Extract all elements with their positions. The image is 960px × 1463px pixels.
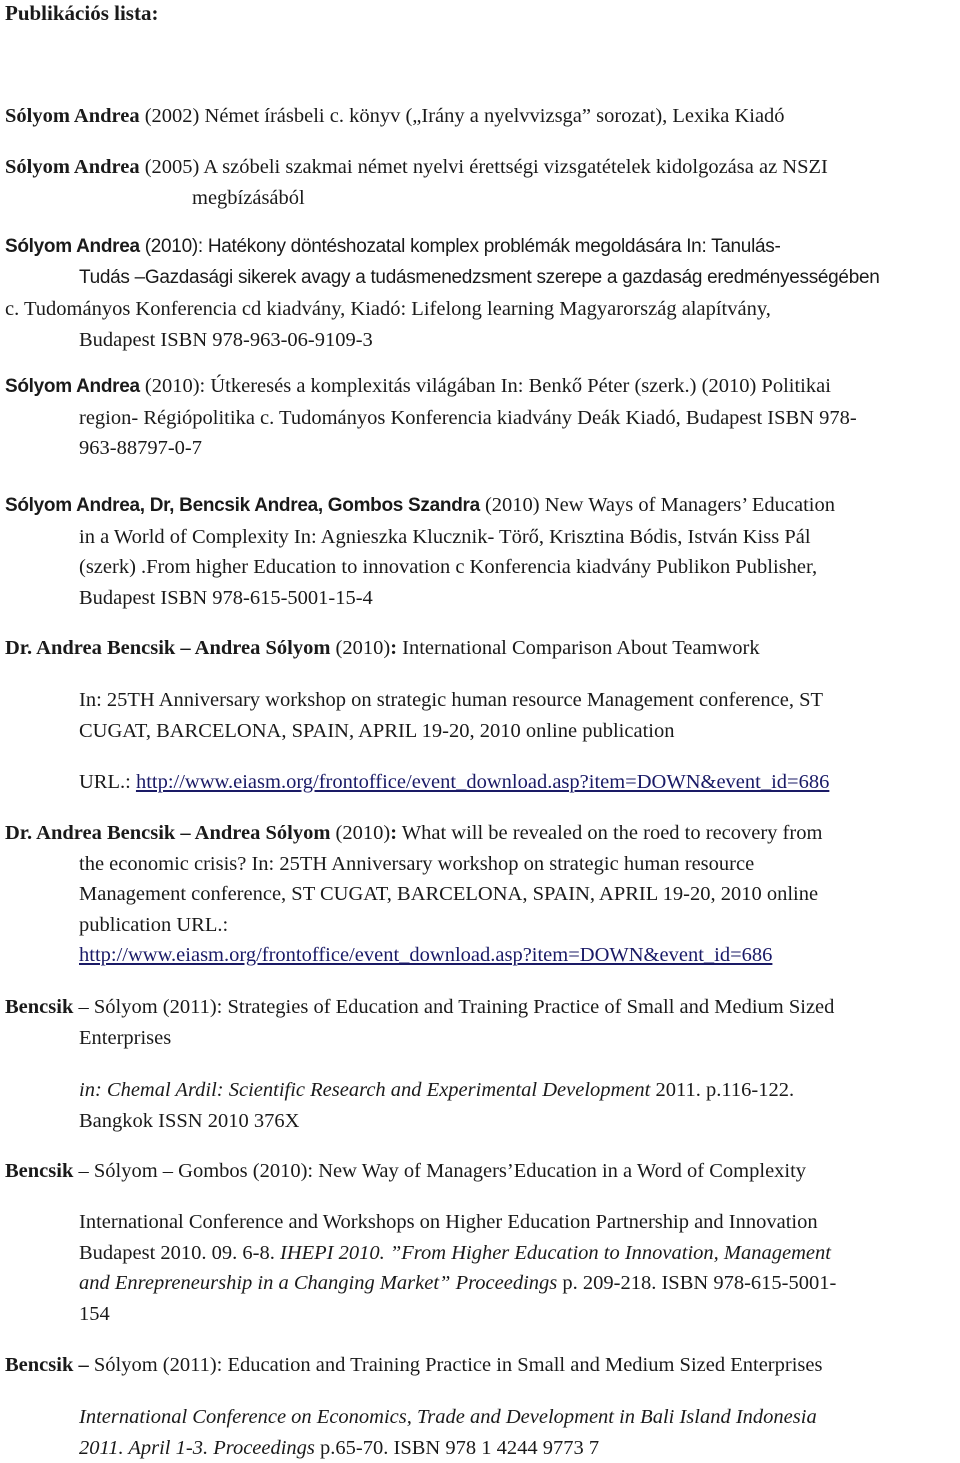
publication-entry (5, 633, 955, 664)
entry-text: 154 (79, 1302, 110, 1325)
entry-text: megbízásából (192, 186, 305, 209)
publication-entry (5, 1156, 955, 1187)
entry-details (5, 1075, 960, 1136)
publication-entry (5, 1350, 955, 1381)
entry-source: and Enrepreneurship in a Changing Market” Proceedings (79, 1272, 558, 1294)
entry-text: Management conference, ST CUGAT, BARCELONA, SPAIN, APRIL 19-20, 2010 online (79, 883, 819, 905)
entry-text: 2011. p.116-122. (650, 1079, 795, 1101)
entry-details (5, 685, 960, 746)
entry-author: Sólyom Andrea, Dr, Bencsik Andrea, Gombos Szandra (5, 495, 480, 516)
entry-author: Sólyom Andrea (5, 376, 140, 397)
entry-text: (2002) Német írásbeli c. könyv („Irány a nyelvvizsga” sorozat), Lexika Kiadó (144, 105, 785, 127)
entry-author: Bencsik (5, 1160, 74, 1182)
entry-title: International Comparison About Teamwork (397, 637, 760, 659)
entry-text: – Sólyom – Gombos (2010): New Way of Managers’Education in a Word of Complexity (73, 1160, 807, 1182)
entry-text: (2010): Hatékony döntéshozatal komplex problémák megoldására In: Tanulás- (144, 236, 781, 257)
entry-author: Sólyom Andrea (5, 156, 140, 178)
entry-author: Dr. Andrea Bencsik – Andrea Sólyom (5, 822, 331, 844)
entry-text: Budapest ISBN 978-615-5001-15-4 (79, 586, 373, 609)
publication-entry (5, 490, 955, 613)
entry-text: (2010) New Ways of Managers’ Education (484, 494, 835, 516)
entry-url-line (5, 767, 960, 798)
entry-source: International Conference on Economics, Trade and Development in Bali Island Indonesia (79, 1406, 817, 1428)
entry-text: 963-88797-0-7 (79, 437, 202, 459)
publication-url-link[interactable]: http://www.eiasm.org/frontoffice/event_download.asp?item=DOWN&event_id=686 (135, 771, 830, 793)
entry-text: Bangkok ISSN 2010 376X (79, 1109, 300, 1132)
entry-text: International Conference and Workshops on Higher Education Partnership and Innovation (79, 1211, 818, 1233)
entry-author: Bencsik – (5, 1354, 89, 1376)
publication-entry (5, 818, 955, 971)
entry-author: Dr. Andrea Bencsik – Andrea Sólyom (5, 637, 331, 659)
publication-entry-continued (5, 294, 955, 355)
entry-text: the economic crisis? In: 25TH Anniversary workshop on strategic human resource (79, 852, 755, 875)
entry-text: publication URL.: (79, 913, 229, 936)
entry-year: (2010) (335, 822, 391, 844)
entry-text: CUGAT, BARCELONA, SPAIN, APRIL 19-20, 2010 online publication (79, 719, 675, 742)
publication-url-link[interactable]: http://www.eiasm.org/frontoffice/event_download.asp?item=DOWN&event_id=686 (79, 944, 773, 966)
entry-author: Sólyom Andrea (5, 236, 140, 257)
entry-text: Sólyom (2011): Education and Training Practice in Small and Medium Sized Enterprises (88, 1354, 823, 1376)
entry-text: In: 25TH Anniversary workshop on strategic human resource Management conference, ST (79, 689, 824, 711)
publication-entry (5, 232, 955, 293)
entry-text: (szerk) .From higher Education to innovation c Konferencia kiadvány Publikon Publisher, (79, 556, 818, 578)
entry-source: IHEPI 2010. ”From Higher Education to Innovation, Management (280, 1241, 831, 1264)
page-title: Publikációs lista: (5, 1, 159, 25)
entry-details (5, 1402, 960, 1463)
entry-text: (2010): Útkeresés a komplexitás világában In: Benkő Péter (szerk.) (2010) Politikai (144, 375, 831, 397)
entry-source: 2011. April 1-3. Proceedings (79, 1436, 315, 1459)
entry-text: p.65-70. ISBN 978 1 4244 9773 7 (314, 1436, 600, 1459)
entry-colon: : (390, 637, 398, 659)
entry-text: c. Tudományos Konferencia cd kiadvány, Kiadó: Lifelong learning Magyarország alapítvány, (5, 298, 771, 320)
entry-text: region- Régiópolitika c. Tudományos Konferencia kiadvány Deák Kiadó, Budapest ISBN 978- (79, 406, 857, 429)
publication-entry (5, 371, 955, 464)
entry-source: in: Chemal Ardil: Scientific Research and Experimental Development (79, 1079, 651, 1101)
entry-text: Enterprises (79, 1026, 172, 1049)
entry-text: p. 209-218. ISBN 978-615-5001- (557, 1272, 837, 1294)
entry-title: What will be revealed on the roed to recovery from (397, 822, 823, 844)
entry-text: Tudás –Gazdasági sikerek avagy a tudásmenedzsment szerepe a gazdaság eredményességében (79, 266, 880, 288)
entry-author: Sólyom Andrea (5, 105, 140, 127)
entry-year: (2010) (335, 637, 391, 659)
publication-entry (5, 101, 955, 132)
entry-text: Budapest 2010. 09. 6-8. (79, 1241, 280, 1264)
entry-text: – Sólyom (2011): Strategies of Education and Training Practice of Small and Medium Sized (73, 996, 835, 1018)
publication-entry (5, 152, 955, 213)
entry-details (5, 1207, 960, 1329)
publication-entry (5, 992, 955, 1053)
entry-author: Bencsik (5, 996, 74, 1018)
entry-text: in a World of Complexity In: Agnieszka Klucznik- Törő, Krisztina Bódis, István Kiss Pál (79, 525, 811, 548)
entry-text: (2005) A szóbeli szakmai német nyelvi érettségi vizsgatételek kidolgozása az NSZI (144, 156, 828, 178)
url-label: URL.: (79, 771, 136, 793)
entry-text: Budapest ISBN 978-963-06-9109-3 (79, 328, 373, 351)
entry-colon: : (390, 822, 398, 844)
